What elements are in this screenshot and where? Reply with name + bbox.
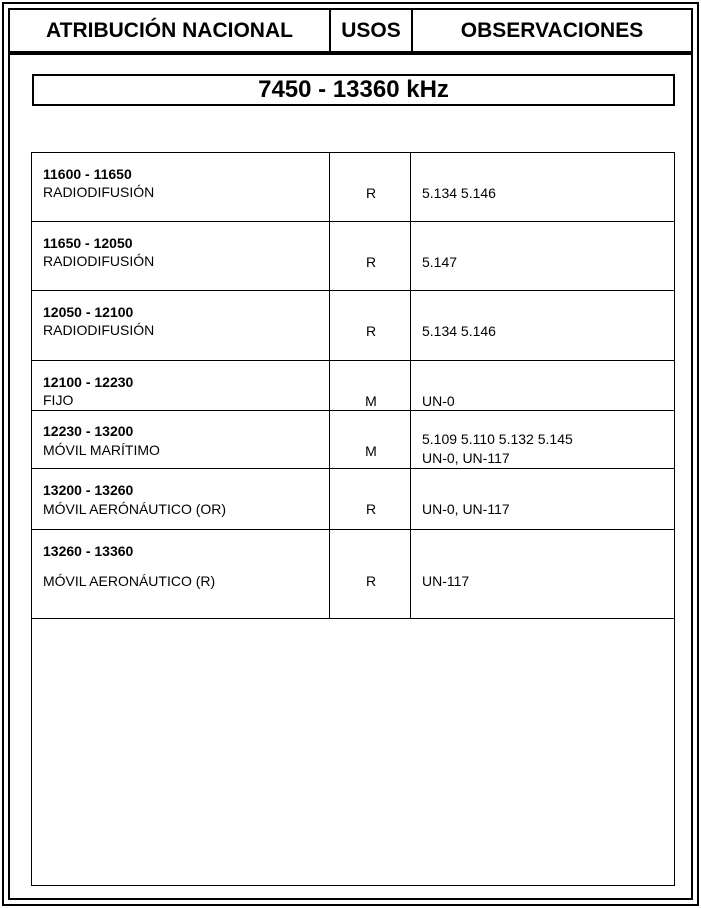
header-observaciones: OBSERVACIONES bbox=[460, 19, 644, 42]
service-name: RADIODIFUSIÓN bbox=[43, 253, 155, 269]
observations: UN-0, UN-117 bbox=[422, 501, 510, 517]
header-atribucion: ATRIBUCIÓN NACIONAL bbox=[46, 19, 293, 42]
usage-code: R bbox=[365, 573, 377, 589]
band-range-title: 7450 - 13360 kHz bbox=[32, 74, 675, 106]
observations: 5.147 bbox=[422, 254, 458, 270]
usage-code: R bbox=[365, 254, 377, 270]
service-name: RADIODIFUSIÓN bbox=[43, 322, 155, 338]
observations: 5.109 5.110 5.132 5.145 bbox=[422, 431, 573, 447]
frequency-range: 12230 - 13200 bbox=[43, 423, 134, 439]
observations: 5.134 5.146 bbox=[422, 185, 496, 201]
frequency-range: 11650 - 12050 bbox=[43, 235, 133, 251]
frequency-range: 12050 - 12100 bbox=[43, 304, 134, 320]
frequency-range: 11600 - 11650 bbox=[43, 166, 132, 182]
service-name: RADIODIFUSIÓN bbox=[43, 184, 155, 200]
frequency-range: 13200 - 13260 bbox=[43, 482, 134, 498]
usage-code: R bbox=[365, 323, 377, 339]
observations: UN-0 bbox=[422, 393, 455, 409]
usage-code: M bbox=[365, 443, 377, 459]
frequency-range: 12100 - 12230 bbox=[43, 374, 134, 390]
usage-code: R bbox=[365, 501, 377, 517]
observations-line-2: UN-0, UN-117 bbox=[422, 450, 510, 466]
observations: UN-117 bbox=[422, 573, 470, 589]
usage-code: R bbox=[365, 185, 377, 201]
service-name: MÓVIL AERÓNÁUTICO (OR) bbox=[43, 501, 227, 517]
table-row bbox=[31, 411, 675, 469]
header-rule bbox=[8, 51, 693, 55]
frequency-range: 13260 - 13360 bbox=[43, 543, 134, 559]
service-name: FIJO bbox=[43, 392, 74, 408]
usage-code: M bbox=[365, 393, 377, 409]
service-name: MÓVIL MARÍTIMO bbox=[43, 442, 160, 458]
observations: 5.134 5.146 bbox=[422, 323, 496, 339]
header-usos: USOS bbox=[341, 19, 401, 42]
service-name: MÓVIL AERONÁUTICO (R) bbox=[43, 573, 216, 589]
